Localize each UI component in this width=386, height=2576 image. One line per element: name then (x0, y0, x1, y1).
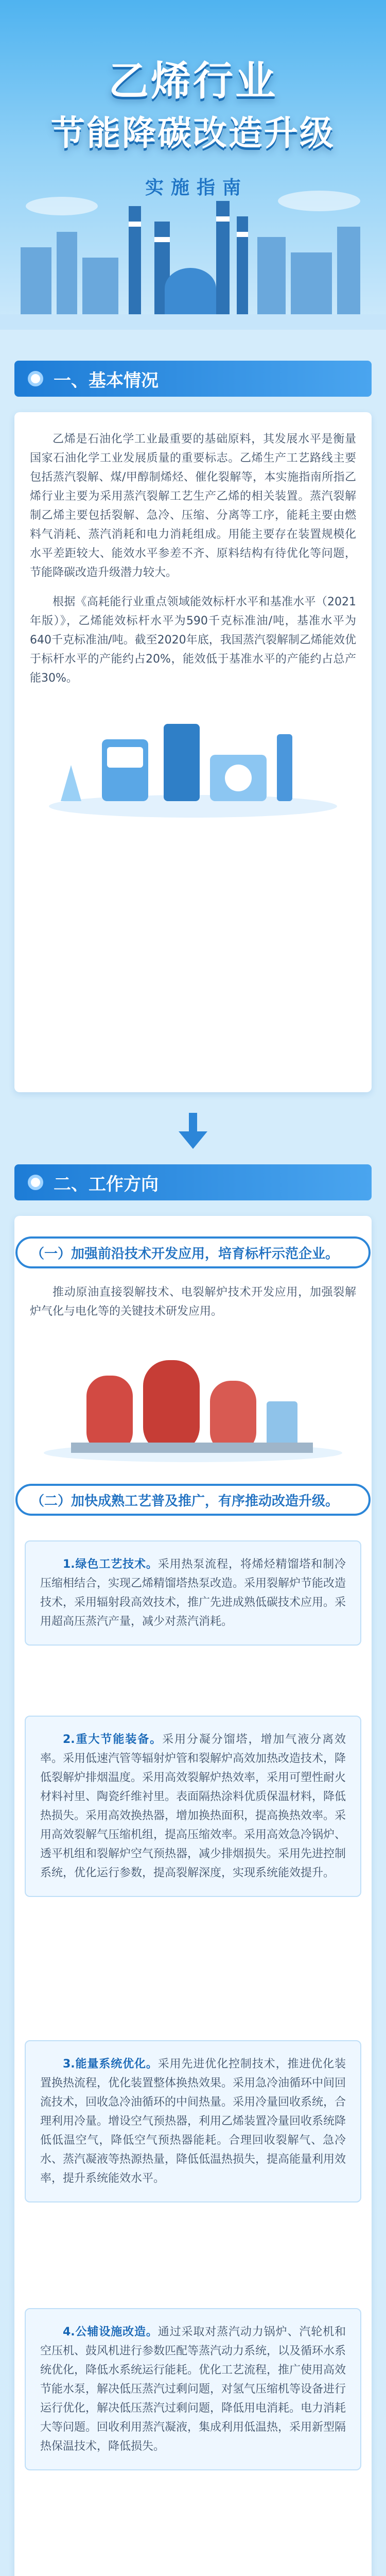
direction-item-3 (25, 2040, 361, 2202)
direction-text-1-wrap (30, 1283, 356, 1321)
hero-banner (0, 0, 386, 330)
page-subtitle: 节能降碳改造升级 (51, 113, 335, 153)
section-direction-header (14, 1164, 372, 1200)
industrial-skyline-illustration (0, 185, 386, 330)
direction-item-3-head: 3.能量系统优化。 (63, 2058, 158, 2071)
direction-item-1-head: 1.绿色工艺技术。 (63, 1558, 158, 1571)
direction-item-2 (25, 1716, 361, 1897)
section-dot-icon (28, 1175, 43, 1190)
section-direction-title: 二、工作方向 (54, 1174, 159, 1195)
basic-paragraph-2: 根据《高耗能行业重点领域能效标杆水平和基准水平（2021年版）》，乙烯能效标杆水平为590千克标准油/吨，基准水平为640千克标准油/吨。截至2020年底，我国蒸汽裂解制乙烯能效优于标杆水平的产能约占20%，能效低于基准水平的产能约占总产能30%。 (30, 596, 356, 685)
direction-text-1: 推动原油直接裂解技术、电裂解炉技术开发应用，加强裂解炉气化与电化等的关键技术研发应用。 (30, 1286, 356, 1318)
direction-pill-1: （一）加强前沿技术开发应用，培育标杆示范企业。 (15, 1236, 371, 1268)
guide-stamp-text: 实施指南 (145, 177, 248, 198)
direction-pill-2: （二）加快成熟工艺普及推广，有序推动改造升级。 (15, 1484, 371, 1516)
direction-item-1-text: 采用热泵流程，将烯烃精馏塔和制冷压缩相结合，实现乙烯精馏塔热泵改造。采用裂解炉节能改造技术，采用辐射段高效技术，推广先进成熟低碳技术应用。采用超高压蒸汽产量，减少对蒸汽消耗。 (40, 1558, 346, 1628)
basic-info-card (14, 412, 372, 1092)
section-basic-title: 一、基本情况 (54, 370, 159, 391)
direction-item-4-head: 4.公辅设施改造。 (63, 2326, 158, 2338)
direction-item-4-text: 通过采取对蒸汽动力锅炉、汽轮机和空压机、鼓风机进行参数匹配等蒸汽动力系统，以及循环水系统优化，降低水系统运行能耗。优化工艺流程，推广使用高效节能水泵，解决低压蒸汽过剩问题，对氢气压缩机等设备进行运行优化，解决低压蒸汽过剩问题，降低用电消耗。电力消耗大等问题。回收利用蒸汽凝液，集成利用低温热，采用新型隔热保温技术，降低损失。 (40, 2326, 346, 2453)
direction-item-2-head: 2.重大节能装备。 (63, 1733, 163, 1746)
direction-item-4 (25, 2308, 361, 2470)
section-dot-icon (28, 371, 43, 386)
page-title: 乙烯行业 (108, 58, 277, 105)
basic-paragraph-1: 乙烯是石油化学工业最重要的基础原料，其发展水平是衡量国家石油化学工业发展质量的重要标志。乙烯生产工艺路线主要包括蒸汽裂解、煤/甲醇制烯烃、催化裂解等，本实施指南所指乙烯行业主要为采用蒸汽裂解工艺生产乙烯的相关装置。蒸汽裂解制乙烯主要包括裂解、急冷、压缩、分离等工序，能耗主要由燃料气消耗、蒸汽消耗和电力消耗组成。用能主要存在装置规模化水平差距较大、能效水平参差不齐、原料结构有待优化等问题，节能降碳改造升级潜力较大。 (30, 433, 356, 579)
section-basic-header (14, 361, 372, 397)
arrow-down-icon (179, 1113, 207, 1149)
reactor-tanks-illustration (30, 1345, 356, 1463)
direction-item-2-text: 采用分凝分馏塔，增加气液分离效率。采用低速汽管等辐射炉管和裂解炉高效加热改造技术，降低裂解炉排烟温度。采用高效裂解炉热效率，采用可塑性耐火材料衬里、陶瓷纤维衬里。表面隔热涂料优质保温材料，降低热损失。采用高效换热器，增加换热面积，提高换热效率。采用高效裂解气压缩机组，提高压缩效率。采用高效急冷锅炉、透平机组和裂解炉空气预热器，减少排烟损失。采用先进控制系统，优化运行参数，提高裂解深度，实现系统能效提升。 (40, 1733, 346, 1879)
direction-item-3-text: 采用先进优化控制技术，推进优化装置换热流程，优化装置整体换热效果。采用急冷油循环中间回流技术，回收急冷油循环的中间热量。采用冷量回收系统，合理利用冷量。增设空气预热器，利用乙烯装置冷量回收系统降低低温空气，降低空气预热器能耗。合理回收裂解气、急冷水、蒸汽凝液等热源热量，降低低温热损失，提高能量利用效率，提升系统能效水平。 (40, 2058, 346, 2185)
direction-item-1 (25, 1540, 361, 1646)
lab-equipment-illustration (30, 703, 356, 822)
